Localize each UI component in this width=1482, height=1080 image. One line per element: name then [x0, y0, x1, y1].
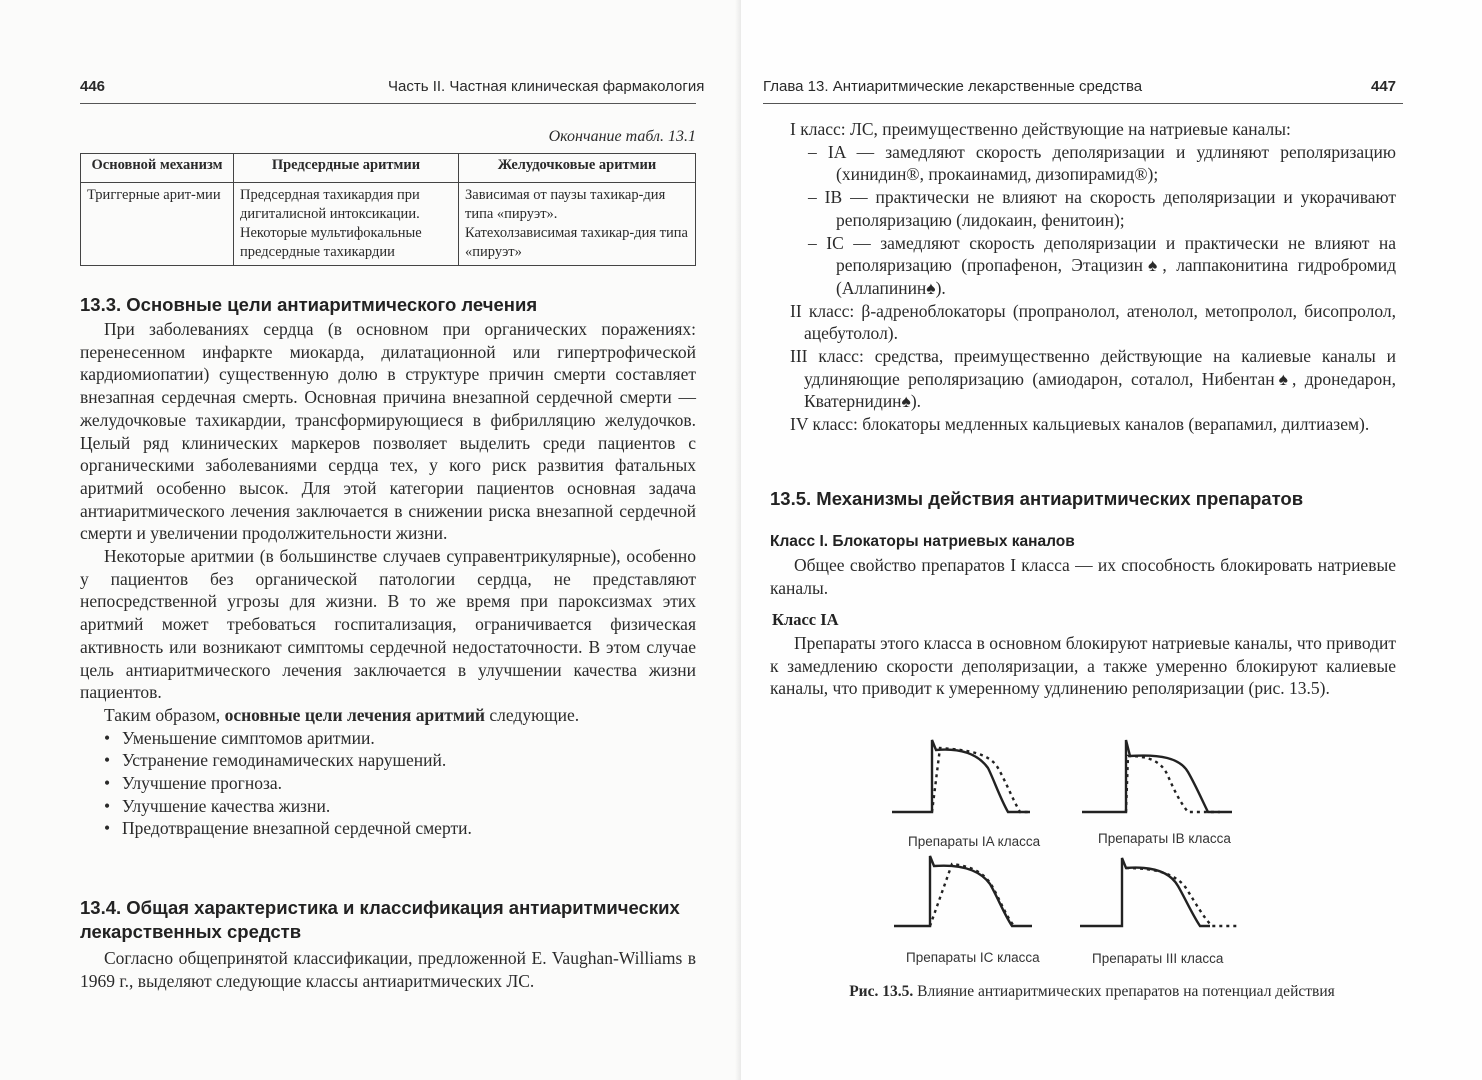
class-ia-body — [770, 632, 1396, 700]
section-13-4-heading: 13.4. Общая характеристика и классификация антиаритмических лекарственных средств — [80, 897, 680, 942]
ap-drug-curve — [932, 748, 1030, 812]
figure-caption-number: Рис. 13.5. — [849, 983, 914, 1000]
figure-label-ib: Препараты IB класса — [1098, 831, 1231, 846]
panel-ic — [894, 856, 1032, 926]
paragraph: Некоторые аритмии (в большинстве случаев суправентрикулярные), особенно у пациентов без органической патологии сердца, не представляют непосредственной угрозы для жизни. В то же время при пароксизмах этих аритмий может требоваться госпитализация, ограничивается физическая активность или возникают симптомы сердечной недостаточности. В этом случае цель антиаритмического лечения заключается в улучшении качества жизни пациентов. — [80, 546, 696, 703]
list-item: • Уменьшение симптомов аритмии. — [80, 727, 696, 750]
ap-drug-curve — [1126, 868, 1238, 926]
table-row — [81, 183, 696, 266]
figure-caption-text: Влияние антиаритмических препаратов на потенциал действия — [913, 983, 1335, 1000]
class-i: I класс: ЛС, преимущественно действующие на натриевые каналы: — [790, 119, 1291, 139]
bold-phrase: основные цели лечения аритмий — [224, 704, 485, 725]
table-header-cell: Предсердные аритмии — [234, 154, 459, 183]
right-running-title: Глава 13. Антиаритмические лекарственные средства — [763, 78, 1143, 95]
ap-drug-curve — [1126, 756, 1220, 812]
paragraph: Согласно общепринятой классификации, предложенной E. Vaughan-Williams в 1969 г., выделяют следующие классы антиаритмических ЛС. — [80, 948, 696, 991]
paragraph — [80, 704, 696, 727]
header-rule — [80, 103, 696, 104]
class-ia-subheading: Класс IA — [772, 610, 839, 629]
ap-baseline-curve — [1082, 740, 1232, 812]
right-page-number: 447 — [1371, 78, 1397, 95]
table-cell-atrial — [234, 183, 459, 266]
goals-list — [80, 727, 696, 841]
figure-label-ic: Препараты IC класса — [906, 950, 1040, 965]
panel-ia — [892, 740, 1030, 812]
left-running-title: Часть II. Частная клиническая фармакология — [388, 78, 705, 95]
table-header-cell: Основной механизм — [81, 154, 234, 183]
paragraph: При заболеваниях сердца (в основном при органических поражениях: перенесенном инфаркте миокарда, дилатационной или гипертрофической кардиомиопатии) существенную долю в структуре причин смерти составляет внезапная сердечная смерть. Основная причина внезапной сердечной смерти — желудочковые тахикардии, трансформирующиеся в фибрилляцию желудочков. Целый ряд клинических маркеров позволяет выделить среди пациентов с органическими заболеваниями сердца тех, у кого риск развития фатальных аритмий особенно высок. Для этой категории пациентов основная задача антиаритмического лечения заключается в снижении риска внезапной сердечной смерти и увеличении продолжительности жизни. — [80, 319, 696, 544]
figure-label-ia: Препараты IA класса — [908, 834, 1041, 849]
section-13-3-body — [80, 318, 696, 840]
ap-baseline-curve — [1080, 858, 1210, 926]
figure-caption — [772, 983, 1412, 1001]
section-13-5-heading: 13.5. Механизмы действия антиаритмических препаратов — [770, 488, 1304, 509]
class-ia-item: – IA — замедляют скорость деполяризации и удлиняют реполяризацию (хинидин®, прокаинамид, дизопирамид®); — [808, 141, 1396, 185]
list-item: • Улучшение качества жизни. — [80, 795, 696, 818]
cell-text: Предсердная тахикардия при дигиталисной интоксикации. — [240, 187, 420, 222]
class-ii: II класс: β-адреноблокаторы (пропранолол, атенолол, метопролол, бисопролол, ацебутолол). — [790, 300, 1396, 344]
panel-iii — [1080, 858, 1238, 926]
mechanism-table — [80, 153, 696, 266]
class-list-inner — [790, 118, 1396, 436]
class-iii: III класс: средства, преимущественно действующие на калиевые каналы и удлиняющие реполяризацию (амиодарон, соталол, Нибентан♠, дронедарон, Кватернидин♠). — [790, 346, 1396, 412]
ap-drug-curve — [930, 864, 1014, 926]
section-13-4-body — [80, 947, 696, 992]
list-item: • Улучшение прогноза. — [80, 772, 696, 795]
text-run: Таким образом, — [104, 704, 225, 725]
table-cell-ventricular — [459, 183, 696, 266]
table-header-row — [81, 154, 696, 183]
paragraph: Препараты этого класса в основном блокируют натриевые каналы, что приводит к замедлению скорости деполяризации, а также умеренно блокируют калиевые каналы, что приводит к умеренному удлинению реполяризации (рис. 13.5). — [770, 633, 1396, 699]
class-list — [790, 118, 1396, 436]
class-ic-item: – IC — замедляют скорость деполяризации и практически не влияют на реполяризацию (пропафенон, Этацизин♠, лаппаконитина гидробромид (Аллапинин♠). — [808, 232, 1396, 298]
list-item: • Устранение гемодинамических нарушений. — [80, 749, 696, 772]
figure-label-iii: Препараты III класса — [1092, 951, 1224, 966]
cell-text: Триггерные арит-мии — [87, 187, 221, 203]
left-page-number: 446 — [80, 78, 106, 95]
cell-text: Катехолзависимая тахикар-дия типа «пируэт» — [465, 225, 688, 260]
text-run: следующие. — [485, 704, 580, 725]
table-header-cell: Желудочковые аритмии — [459, 154, 696, 183]
class-ib-item: – IB — практически не влияют на скорость деполяризации и укорачивают реполяризацию (лидокаин, фенитоин); — [808, 187, 1396, 230]
header-rule — [763, 103, 1403, 104]
section-13-3-heading: 13.3. Основные цели антиаритмического лечения — [80, 294, 538, 315]
class-iv: IV класс: блокаторы медленных кальциевых каналов (верапамил, дилтиазем). — [790, 414, 1370, 435]
cell-text: Некоторые мультифокальные предсердные тахикардии — [240, 225, 422, 260]
list-item: • Предотвращение внезапной сердечной смерти. — [80, 817, 696, 840]
paragraph: Общее свойство препаратов I класса — их способность блокировать натриевые каналы. — [770, 555, 1396, 598]
table-cell-mechanism — [81, 183, 234, 266]
class-i-subheading: Класс I. Блокаторы натриевых каналов — [770, 533, 1075, 550]
panel-ib — [1082, 740, 1232, 812]
class-i-body — [770, 554, 1396, 599]
cell-text: Зависимая от паузы тахикар-дия типа «пируэт». — [465, 187, 666, 222]
table-continuation-caption: Окончание табл. 13.1 — [548, 128, 696, 145]
